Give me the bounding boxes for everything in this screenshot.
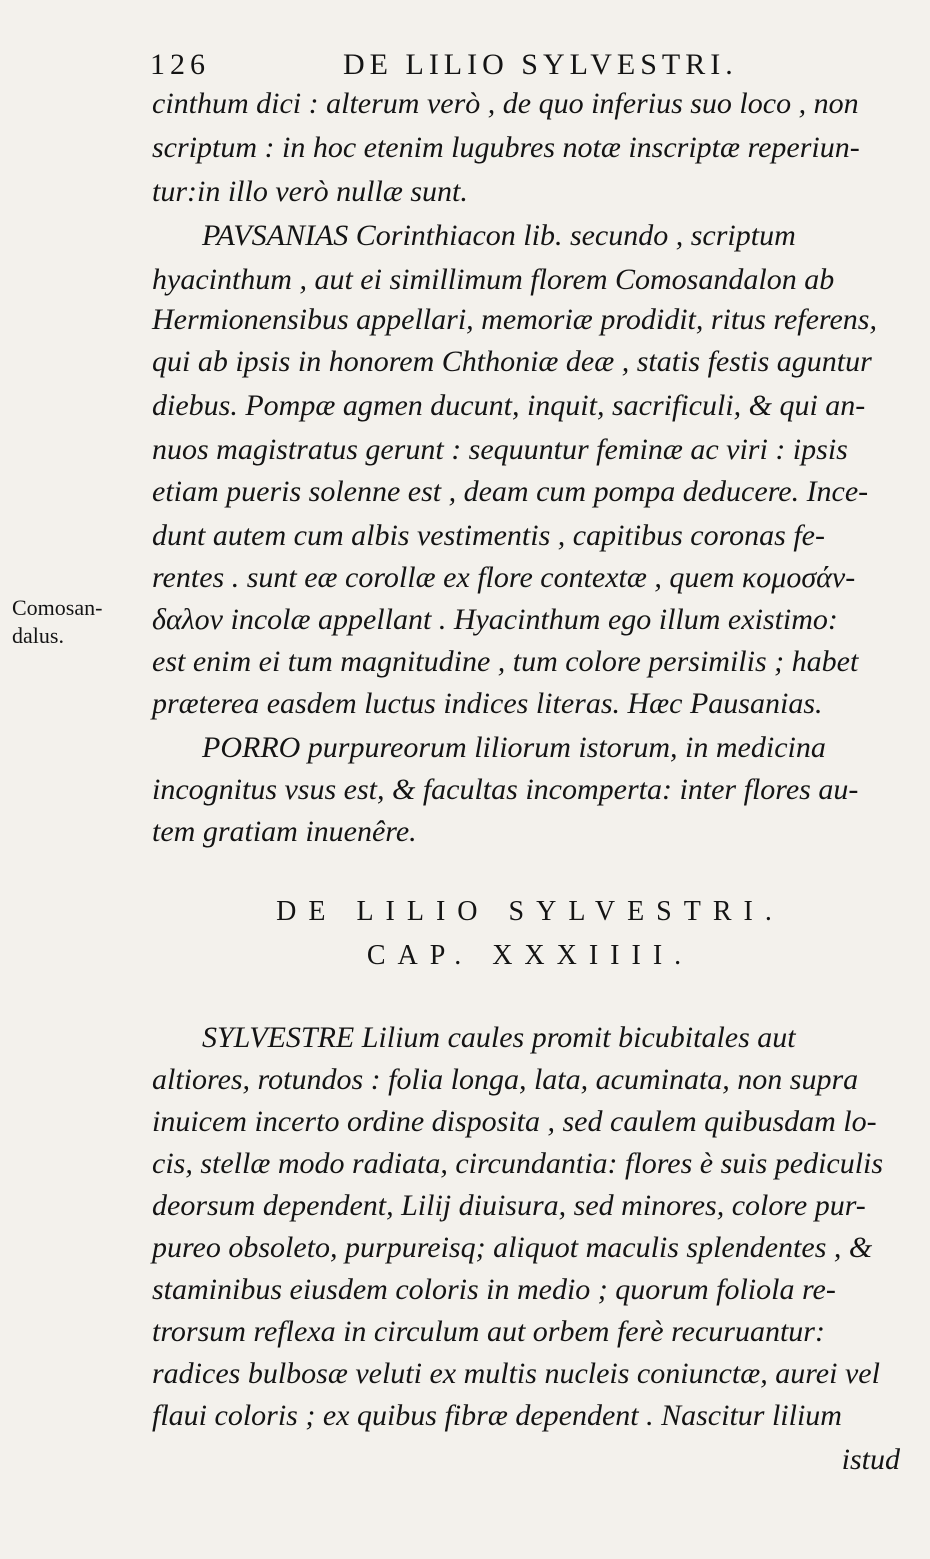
text-line: deorsum dependent, Lilij diuisura, sed minores, colore pur- — [152, 1189, 866, 1222]
text-line: tur:in illo verò nullæ sunt. — [152, 175, 468, 208]
text-line: inuicem incerto ordine disposita , sed caulem quibusdam lo- — [152, 1105, 877, 1138]
text-line: altiores, rotundos : folia longa, lata, acuminata, non supra — [152, 1063, 859, 1096]
text-line: trorsum reflexa in circulum aut orbem ferè recuruantur: — [152, 1315, 825, 1348]
text-line: cis, stellæ modo radiata, circundantia: flores è suis pediculis — [152, 1147, 884, 1180]
chapter-number: CAP. XXXIIII. — [366, 940, 694, 971]
text-line: dunt autem cum albis vestimentis , capitibus coronas fe- — [152, 519, 825, 552]
text-line: Hermionensibus appellari, memoriæ prodidit, ritus referens, — [152, 303, 877, 336]
text-line: flaui coloris ; ex quibus fibræ dependent . Nascitur lilium — [152, 1399, 842, 1432]
text-line: etiam pueris solenne est , deam cum pompa deducere. Ince- — [152, 475, 869, 508]
running-title: DE LILIO SYLVESTRI. — [343, 48, 738, 81]
margin-note-line: dalus. — [12, 623, 64, 648]
margin-note-line: Comosan- — [12, 595, 103, 620]
page-number: 126 — [150, 48, 210, 81]
text-line: PORRO purpureorum liliorum istorum, in medicina — [202, 731, 826, 764]
text-line: δαλον incolæ appellant . Hyacinthum ego illum existimo: — [152, 603, 838, 636]
running-head — [150, 48, 910, 88]
text-line: radices bulbosæ veluti ex multis nucleis coniunctæ, aurei vel — [152, 1357, 880, 1390]
text-line: rentes . sunt eæ corollæ ex flore contextæ , quem κομοσάν- — [152, 561, 856, 594]
text-line: staminibus eiusdem coloris in medio ; quorum foliola re- — [152, 1273, 836, 1306]
text-line: tem gratiam inuenêre. — [152, 815, 417, 848]
text-line: præterea easdem luctus indices literas. Hæc Pausanias. — [152, 687, 823, 720]
text-line: nuos magistratus gerunt : sequuntur feminæ ac viri : ipsis — [152, 433, 848, 466]
text-line: PAVSANIAS Corinthiacon lib. secundo , scriptum — [202, 219, 796, 252]
text-line: cinthum dici : alterum verò , de quo inferius suo loco , non — [152, 87, 859, 120]
margin-note — [12, 594, 142, 650]
text-line: scriptum : in hoc etenim lugubres notæ inscriptæ reperiun- — [152, 131, 860, 164]
text-line: diebus. Pompæ agmen ducunt, inquit, sacrificuli, & qui an- — [152, 389, 866, 422]
text-line: qui ab ipsis in honorem Chthoniæ deæ , statis festis aguntur — [152, 345, 872, 378]
text-line: pureo obsoleto, purpureisq; aliquot maculis splendentes , & — [152, 1231, 873, 1264]
text-line: SYLVESTRE Lilium caules promit bicubitales aut — [202, 1021, 796, 1054]
text-line: est enim ei tum magnitudine , tum colore persimilis ; habet — [152, 645, 859, 678]
text-line: istud — [841, 1443, 900, 1476]
chapter-title: DE LILIO SYLVESTRI. — [276, 896, 784, 927]
text-line: hyacinthum , aut ei simillimum florem Comosandalon ab — [152, 263, 835, 296]
text-line: incognitus vsus est, & facultas incomperta: inter flores au- — [152, 773, 859, 806]
